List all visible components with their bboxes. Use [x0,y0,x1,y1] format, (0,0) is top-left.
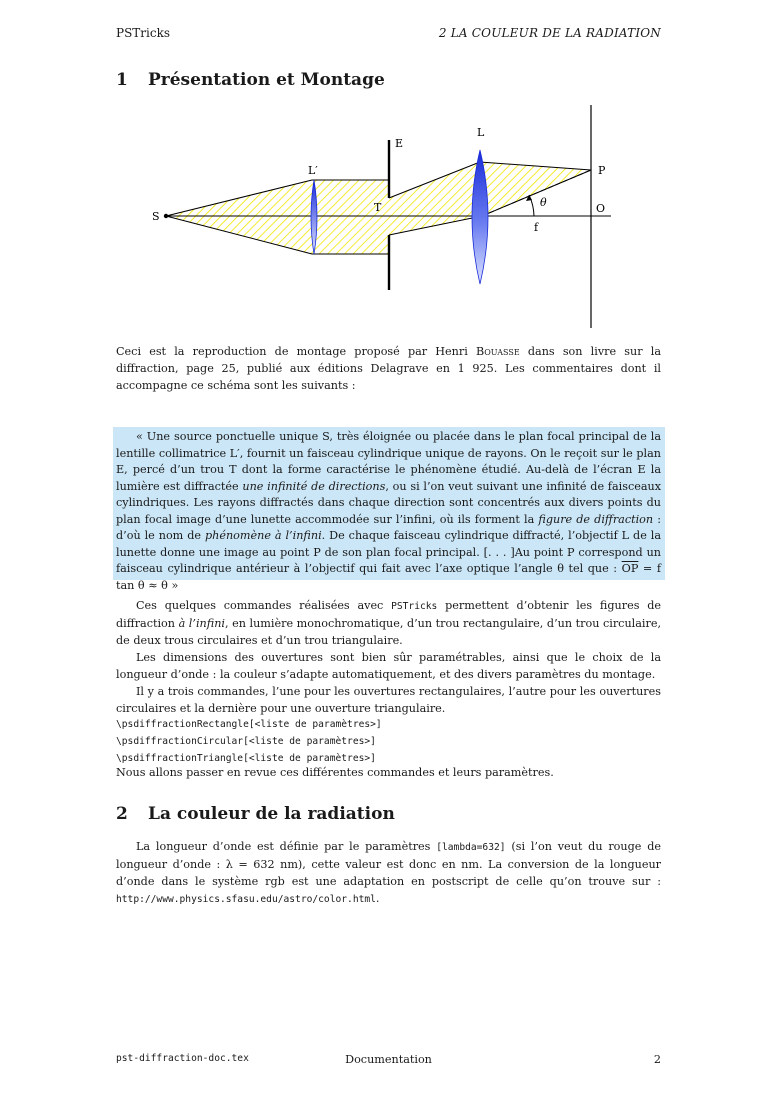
beam-cylinder-1 [312,180,389,254]
quote-text: « Une source ponctuelle unique S, très éloignée ou placée dans le plan focal principal de la lentille collimatrice L′, fournit un faisceau cylindrique unique de rayons. On le reçoit sur le plan E, percé d’un trou T dont la forme caractérise le phénomène étudié. Au-delà de l’écran E la lumière est diffractée une infinité de directions, ou si l’on veut suivant une infinité de faisceaux cylindriques. Les rayons diffractés dans chaque direction sont concentrés aux divers points du plan focal image d’une lunette accommodée sur l’infini, où ils forment la figure de diffraction : d’où le nom de phénomène à l’infini. De chaque faisceau cylindrique diffracté, l’objectif L de la lunette donne une image au point P de son plan focal principal. [. . . ]Au point P correspond un faisceau cylindrique antérieur à l’objectif qui fait avec l’axe optique l’angle θ tel que : $\overline{OP} = f$ tan θ ≈ θ » [116,430,662,592]
optical-setup-figure [116,100,661,332]
section-number: 2 [116,804,128,824]
running-header [116,26,661,42]
label-hole: T [374,201,382,214]
beam-cone [166,180,312,254]
label-point-p: P [598,164,606,177]
source-point [164,214,168,218]
header-left: PSTricks [116,26,171,40]
intro-paragraph: Ceci est la reproduction de montage proposé par Henri Bouasse dans son livre sur la diffraction, page 25, publié aux éditions Delagrave en 1 925. Les commentaires dont il accompagne ce schéma sont les suivants : [116,345,661,392]
label-point-o: O [596,202,606,215]
footer-page-number: 2 [653,1053,661,1066]
footer-filename: pst-diffraction-doc.tex [116,1053,249,1064]
label-screen: E [395,137,404,150]
label-lens-objective: L [477,126,485,139]
code-line: \psdiffractionCircular[<liste de paramètres>] [116,736,376,747]
section-2-paragraph: La longueur d’onde est définie par le paramètres [lambda=632] (si l’on veut du rouge de longueur d’onde : λ = 632 nm), cette valeur est donc en nm. La conversion de la longueur d’onde dans le système rgb est une adaptation en postscript de celle qu’on trouve sur : http://www.physics.sfasu.edu/astro/color.html. [116,840,661,905]
label-source: S [152,210,160,223]
label-angle: θ [540,196,547,209]
author-name: Bouasse [475,345,520,358]
section-title: La couleur de la radiation [148,804,395,824]
label-focal: f [534,221,539,234]
vector-op: $\overline{OP}$ [621,562,639,575]
header-right: 2 LA COULEUR DE LA RADIATION [438,26,661,40]
code-line: \psdiffractionRectangle[<liste de paramètres>] [116,719,382,730]
beam-diffracted [389,162,591,235]
section-title: Présentation et Montage [148,70,385,90]
closing-paragraph: Nous allons passer en revue ces différentes commandes et leurs paramètres. [116,766,554,779]
code-line: \psdiffractionTriangle[<liste de paramètres>] [116,753,376,764]
color-url[interactable]: http://www.physics.sfasu.edu/astro/color.html [116,894,376,905]
body-paragraphs: Ces quelques commandes réalisées avec PSTricks permettent d’obtenir les figures de diffraction à l’infini, en lumière monochromatique, d’un trou rectangulaire, d’un trou circulaire, de deux trous circulaires et d’un trou triangulaire. Les dimensions des ouvertures sont bien sûr paramétrables, ainsi que le choix de la longueur d’onde : la couleur s’adapte automatiquement, et des divers paramètres du montage. Il y a trois commandes, l’une pour les ouvertures rectangulaires, l’autre pour les ouvertures circulaires et la dernière pour une ouverture triangulaire. [116,599,662,715]
section-number: 1 [116,70,128,90]
section-1-heading [116,70,385,90]
code-block [116,716,661,767]
footer-title: Documentation [345,1053,432,1066]
label-lens-collimator: L′ [308,164,318,177]
section-2-heading [116,804,395,824]
